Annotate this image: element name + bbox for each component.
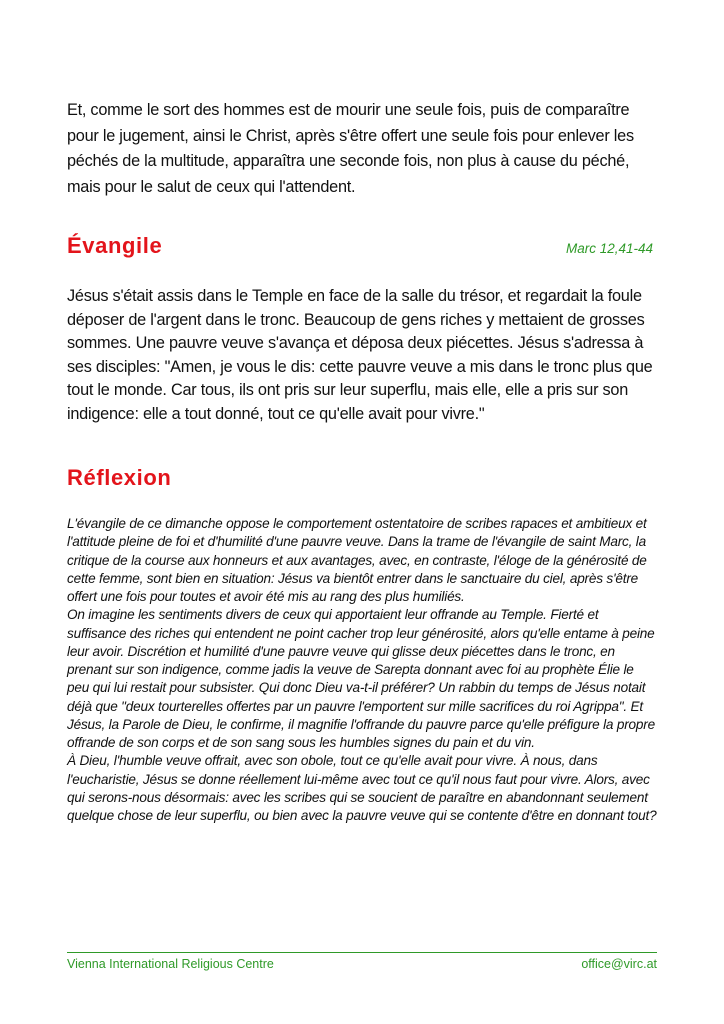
reflection-paragraph: À Dieu, l'humble veuve offrait, avec son obole, tout ce qu'elle avait pour vivre. À nous, dans l'eucharistie, Jésus se donne réellement lui-même avec tout ce qu'il nous faut pour vivre. Alors, avec qui serons-nous désormais: avec les scribes qui se soucient de paraître en abandonnant seulement quelque chose de leur superflu, ou bien avec la pauvre veuve qui se contente d'être en donnant tout? — [67, 753, 657, 823]
reflection-paragraph: L'évangile de ce dimanche oppose le comportement ostentatoire de scribes rapaces et ambitieux et l'attitude pleine de foi et d'humilité d'une pauvre veuve. Dans la trame de l'évangile de saint Marc, la critique de la course aux honneurs et aux avantages, avec, en contraste, l'éloge de la générosité de cette femme, sont bien en situation: Jésus va bientôt entrer dans le sanctuaire du ciel, après s'être offert une fois pour toutes et avoir été mis au rang des plus humiliés. — [67, 516, 647, 604]
footer — [67, 957, 657, 971]
gospel-heading: Évangile — [67, 233, 163, 258]
gospel-heading-row — [67, 233, 657, 259]
footer-email[interactable]: office@virc.at — [581, 957, 657, 971]
reflection-heading-row — [67, 465, 657, 491]
footer-organization: Vienna International Religious Centre — [67, 957, 274, 971]
reflection-paragraph: On imagine les sentiments divers de ceux qui apportaient leur offrande au Temple. Fierté et suffisance des riches qui entendent ne point cacher trop leur générosité, alors qu'elle entame à peine leur avoir. Discrétion et humilité d'une pauvre veuve qui glisse deux piécettes dans le tronc, en prenant sur son indigence, comme jadis la veuve de Sarepta donnant avec foi au prophète Élie le peu qui lui restait pour subsister. Qui donc Dieu va-t-il préférer? Un rabbin du temps de Jésus notait déjà que "deux tourterelles offertes par un pauvre l'emportent sur mille sacrifices du roi Agrippa". Et Jésus, la Parole de Dieu, le confirme, il magnifie l'offrande du pauvre parce qu'elle préfigure la propre offrande de son corps et de son sang sous les humbles signes du pain et du vin. — [67, 607, 655, 750]
reflection-text — [67, 515, 657, 825]
gospel-text: Jésus s'était assis dans le Temple en face de la salle du trésor, et regardait la foule déposer de l'argent dans le tronc. Beaucoup de gens riches y mettaient de grosses sommes. Une pauvre veuve s'avança et déposa deux piécettes. Jésus s'adressa à ses disciples: "Amen, je vous le dis: cette pauvre veuve a mis dans le tronc plus que tout le monde. Car tous, ils ont pris sur leur superflu, mais elle, elle a pris sur son indigence: elle a tout donné, tout ce qu'elle avait pour vivre." — [67, 287, 653, 423]
intro-paragraph: Et, comme le sort des hommes est de mourir une seule fois, puis de comparaître pour le jugement, ainsi le Christ, après s'être offert une seule fois pour enlever les péchés de la multitude, apparaîtra une seconde fois, non plus à cause du péché, mais pour le salut de ceux qui l'attendent. — [67, 101, 634, 196]
footer-divider — [67, 952, 657, 953]
reflection-heading: Réflexion — [67, 465, 172, 490]
gospel-reference: Marc 12,41-44 — [565, 241, 653, 256]
